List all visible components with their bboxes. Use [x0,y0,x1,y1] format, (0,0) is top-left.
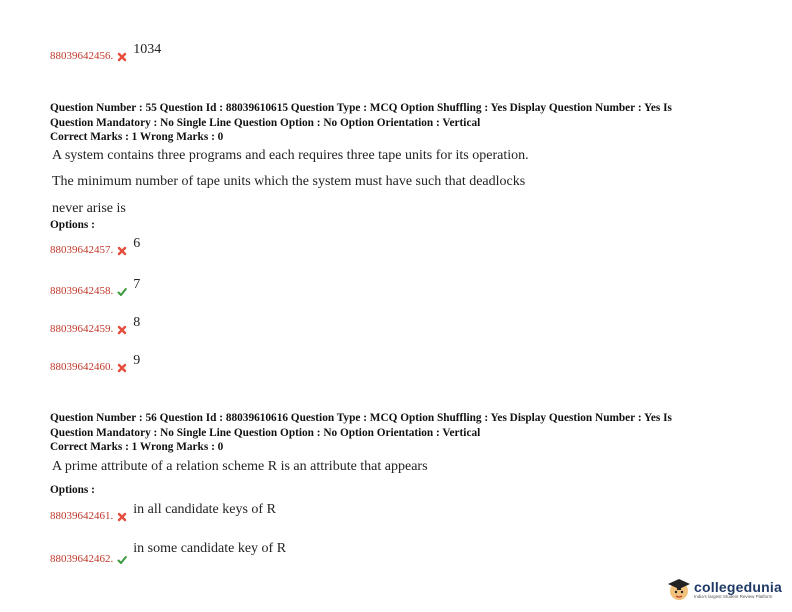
question-marks: Correct Marks : 1 Wrong Marks : 0 [50,131,224,143]
question-header-line: Question Mandatory : No Single Line Question Option : No Option Orientation : Vertical [50,426,481,439]
cross-icon [117,49,129,61]
option-row [50,315,140,335]
option-value: 6 [133,236,141,251]
options-label: Options : [50,219,95,231]
options-label: Options : [50,484,95,496]
collegedunia-logo [666,576,782,602]
option-value: 1034 [133,42,162,57]
question-header [50,411,750,455]
option-id: 88039642457. [50,244,114,256]
option-row [50,353,140,373]
option-id: 88039642458. [50,285,114,297]
option-id: 88039642456. [50,50,114,62]
question-text-line: A system contains three programs and each requires three tape units for its operation. [52,148,529,163]
option-row [50,236,140,256]
question-header [50,101,750,145]
check-icon [117,284,129,296]
option-value: 9 [133,353,141,368]
option-id: 88039642462. [50,553,114,565]
option-id: 88039642460. [50,361,114,373]
question-header-line: Question Number : 56 Question Id : 88039610616 Question Type : MCQ Option Shuffling : Yes Display Question Number : Yes Is [50,412,672,424]
option-id: 88039642459. [50,323,114,335]
option-row [50,277,140,297]
cross-icon [117,322,129,334]
option-value: 7 [133,277,141,292]
question-marks: Correct Marks : 1 Wrong Marks : 0 [50,441,224,453]
logo-name: collegedunia [694,579,782,595]
question-text-line: never arise is [52,201,126,216]
option-row [50,502,276,522]
option-value: in some candidate key of R [133,541,287,556]
question-header-line: Question Number : 55 Question Id : 88039610615 Question Type : MCQ Option Shuffling : Yes Display Question Number : Yes Is [50,102,672,114]
question-header-line: Question Mandatory : No Single Line Question Option : No Option Orientation : Vertical [50,116,481,129]
graduation-cap-icon [666,576,692,602]
option-row [50,541,286,565]
cross-icon [117,509,129,521]
option-value: 8 [133,315,141,330]
question-text-line: The minimum number of tape units which the system must have such that deadlocks [52,174,526,189]
cross-icon [117,360,129,372]
logo-tagline: India's largest Student Review Platform [694,594,773,599]
cross-icon [117,243,129,255]
option-value: in all candidate keys of R [133,502,276,517]
question-text-line: A prime attribute of a relation scheme R is an attribute that appears [52,459,428,474]
check-icon [117,552,129,564]
option-row [50,42,161,62]
option-id: 88039642461. [50,510,114,522]
